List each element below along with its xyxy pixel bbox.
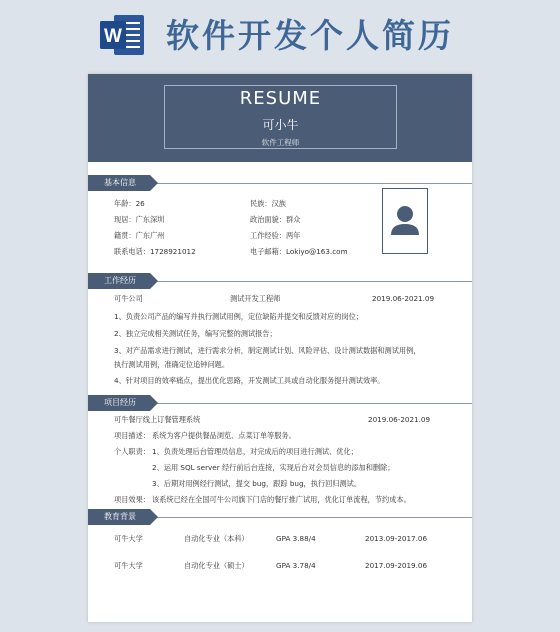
project-desc-label: 项目描述： <box>114 431 150 440</box>
project-result: 该系统已经在全国可牛公司旗下门店的餐厅推广试用，优化订单流程，节约成本。 <box>152 495 411 504</box>
work-line: 2、独立完成相关测试任务，编写完整的测试报告； <box>114 329 277 338</box>
work-line: 执行测试用例，准确定位追钟问题。 <box>114 360 230 369</box>
project-period: 2019.06-2021.09 <box>368 415 431 424</box>
project-name: 可牛餐厅线上订餐管理系统 <box>114 415 201 424</box>
work-period: 2019.06-2021.09 <box>372 294 435 303</box>
edu-gpa: GPA 3.88/4 <box>276 534 316 543</box>
section-title: 基本信息 <box>104 178 136 187</box>
section-title: 教育背景 <box>104 512 136 521</box>
edu-major: 自动化专业（本科） <box>184 534 249 543</box>
edu-major: 自动化专业（硕士） <box>184 561 249 570</box>
job-title: 软件工程师 <box>261 138 300 147</box>
work-line: 1、负责公司产品的编写并执行测试用例，定位缺陷并提交和反馈对应的岗位； <box>114 312 363 321</box>
basic-age: 年龄：26 <box>114 199 145 208</box>
work-company: 可牛公司 <box>114 294 143 303</box>
user-silhouette-icon <box>383 189 427 253</box>
work-position: 测试开发工程师 <box>230 294 281 303</box>
section-title: 工作经历 <box>104 276 136 285</box>
edu-school: 可牛大学 <box>114 534 143 543</box>
header-box <box>164 85 397 149</box>
project-duty: 1、负责处理后台管理员信息，对完成后的项目进行测试、优化； <box>152 447 358 456</box>
project-desc: 系统为客户提供餐品浏览、点菜订单等服务。 <box>152 431 296 440</box>
resume-heading: RESUME <box>239 88 322 109</box>
top-banner <box>0 0 560 68</box>
edu-gpa: GPA 3.78/4 <box>276 561 316 570</box>
section-title: 项目经历 <box>104 398 136 407</box>
edu-period: 2013.09-2017.06 <box>365 534 428 543</box>
basic-politics: 政治面貌：群众 <box>250 215 301 224</box>
basic-phone: 联系电话：1728921012 <box>114 247 196 256</box>
work-line: 3、对产品需求进行测试，进行需求分析，制定测试计划、风险评估、设计测试数据和测试用例， <box>114 346 421 355</box>
work-line: 4、针对项目的效率痛点，提出优化思路，开发测试工具或自动化服务提升测试效率。 <box>114 376 385 385</box>
basic-residence: 现居：广东深圳 <box>114 215 165 224</box>
project-result-label: 项目效果： <box>114 495 150 504</box>
project-duty: 3、后期对用例经行测试，提交 bug，跟踪 bug，执行回归测试。 <box>152 479 362 488</box>
word-icon <box>100 13 146 57</box>
word-icon-letter: W <box>104 26 122 47</box>
basic-experience: 工作经验：两年 <box>250 231 301 240</box>
banner-title: 软件开发个人简历 <box>166 16 454 55</box>
resume-page <box>88 74 472 622</box>
basic-ethnicity: 民族：汉族 <box>250 199 286 208</box>
header-band <box>88 74 472 162</box>
candidate-name: 可小牛 <box>262 118 299 132</box>
basic-email: 电子邮箱：Lokiyo@163.com <box>250 247 348 256</box>
basic-native: 籍贯：广东广州 <box>114 231 165 240</box>
project-duty: 2、运用 SQL server 经行前后台连接，实现后台对会员信息的添加和删除； <box>152 463 395 472</box>
edu-period: 2017.09-2019.06 <box>365 561 428 570</box>
photo-frame <box>382 188 428 254</box>
project-duty-label: 个人职责： <box>114 447 150 456</box>
edu-school: 可牛大学 <box>114 561 143 570</box>
